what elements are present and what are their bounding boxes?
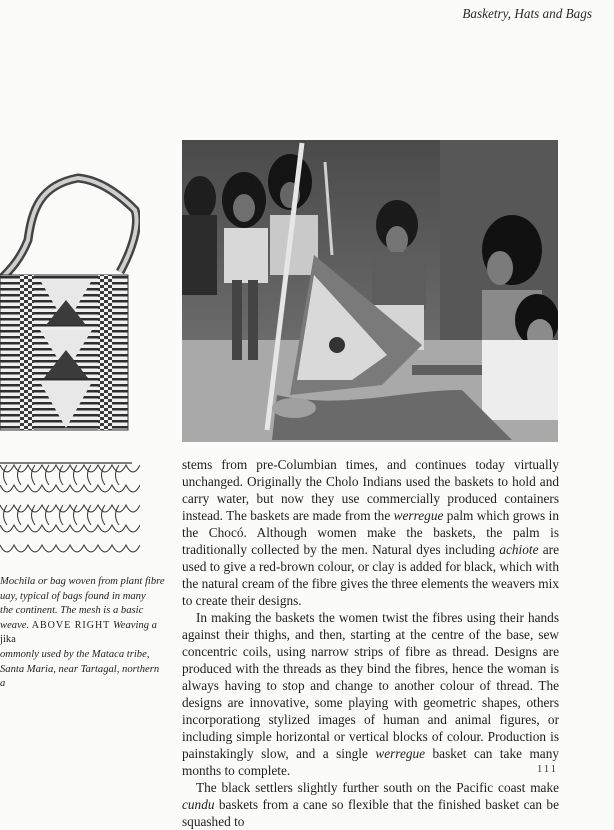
paragraph: In making the baskets the women twist the fibres using their hands against their thighs, and then, starting at the centre of the base, sew concentric coils, using narrow strips of fibre as thread. Designs are produced with the threads as they bind the fibres, hence the woman is always having to stop and change to another colour of thread. The designs are innovative, some playing with geometric shapes, others incorporationg stylized images of human and animal figures, or including simple horizontal or vertical blocks of colour. Production is painstakingly slow, and a single werregue basket can take many months to complete.: [182, 610, 559, 778]
paragraph: stems from pre-Columbian times, and continues today virtually unchanged. Originally the Cholo Indians used the baskets to hold and carry water, but now they use commercially produced containers instead. The baskets are made from the werregue palm which grows in the Chocó. Although women make the baskets, the palm is traditionally collected by the men. Natural dyes including achiote are used to give a red-brown colour, or clay is added for black, which with the natural cream of the fibre gives the three elements the weavers mix to create their designs.: [182, 457, 559, 608]
italic-term: achiote: [499, 542, 539, 557]
weaving-photograph: [182, 140, 558, 442]
caption-line: Weaving a: [112, 619, 157, 631]
italic-term: cundu: [182, 797, 215, 812]
paragraph: The black settlers slightly further south on the Pacific coast make cundu baskets from a cane so flexible that the finished basket can be squashed to: [182, 780, 559, 829]
caption-line: uay, typical of bags found in many: [0, 590, 146, 602]
caption-term: jika: [0, 634, 16, 646]
caption-line: weave.: [0, 619, 30, 631]
body-text: [182, 456, 559, 830]
mochila-bag-illustration: [0, 150, 140, 450]
mesh-weave-illustration: [0, 455, 140, 565]
page-number: 111: [537, 764, 558, 775]
figure-caption: [0, 575, 172, 692]
caption-line: Mochila or bag woven from plant fibre: [0, 576, 165, 587]
caption-line: a: [0, 678, 6, 690]
running-head: Basketry, Hats and Bags: [462, 6, 592, 21]
caption-line: ommonly used by the Mataca tribe,: [0, 648, 150, 660]
caption-line: Santa Maria, near Tartagal, northern: [0, 663, 160, 675]
caption-line: the continent. The mesh is a basic: [0, 605, 144, 617]
caption-label: ABOVE RIGHT: [31, 619, 111, 631]
italic-term: werregue: [375, 746, 426, 761]
italic-term: werregue: [393, 508, 444, 523]
